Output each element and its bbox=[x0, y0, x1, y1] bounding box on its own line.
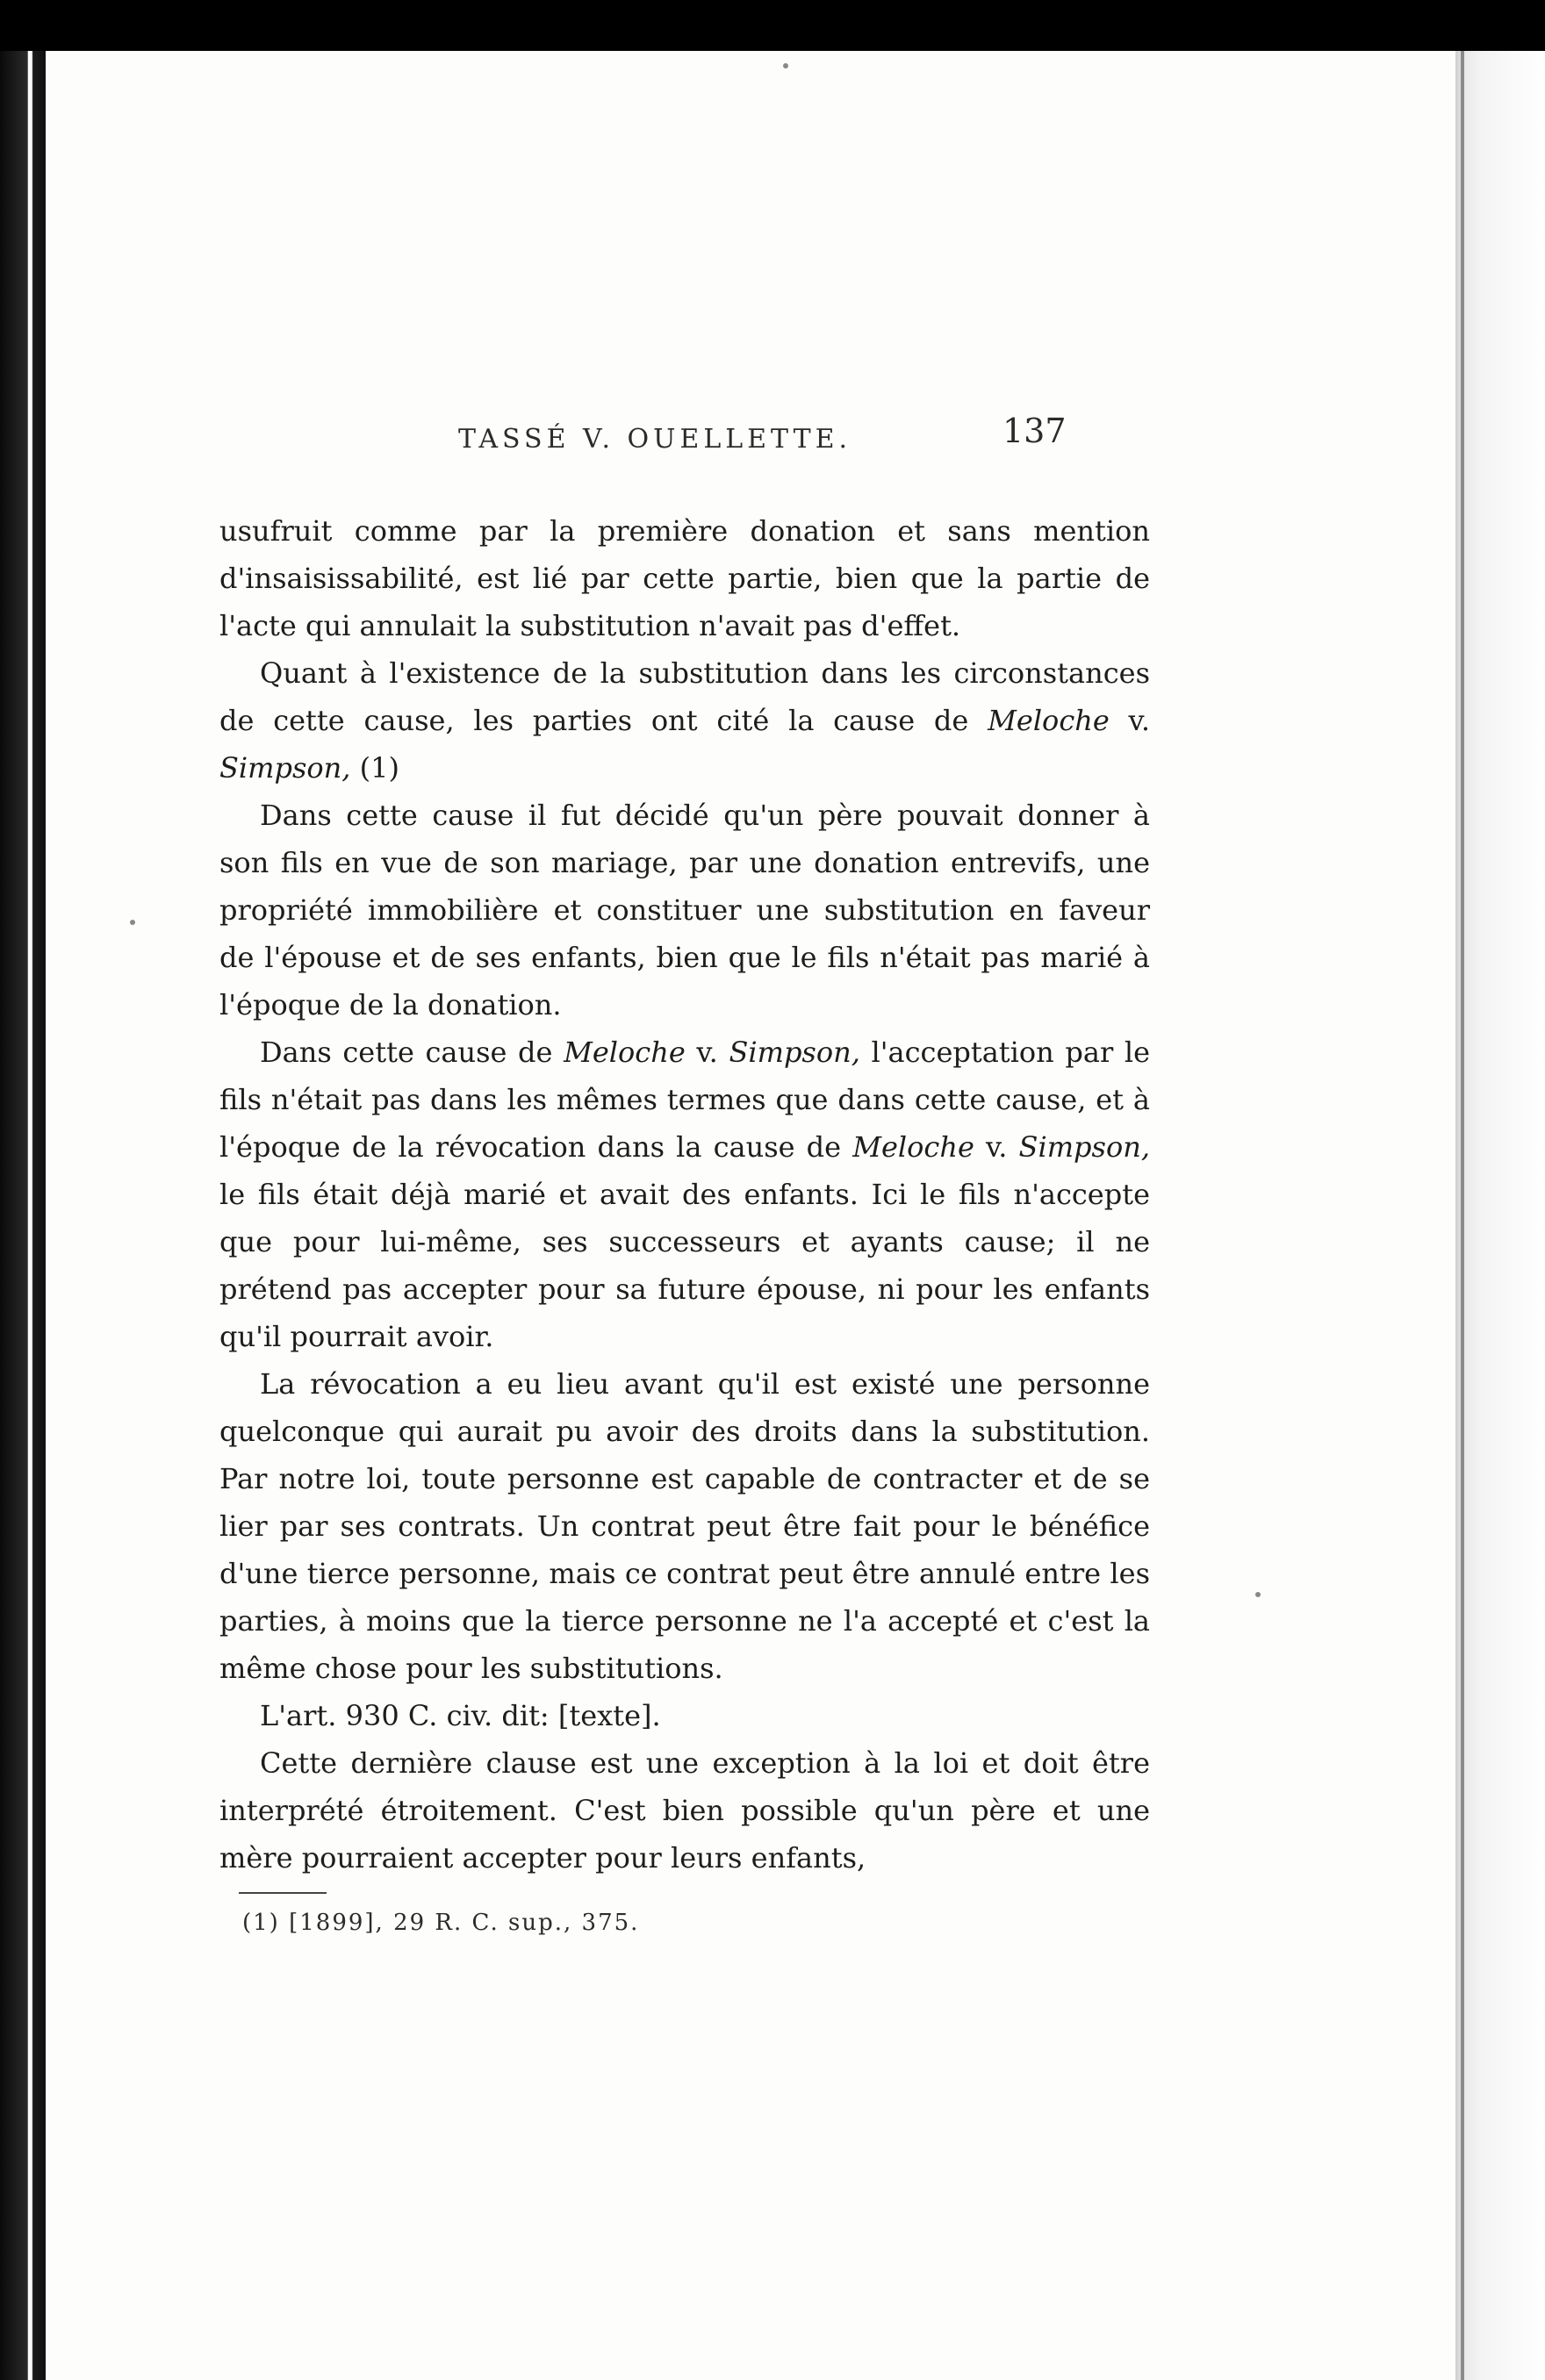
book-spine-edge bbox=[0, 51, 46, 2380]
document-page bbox=[46, 51, 1455, 2380]
italic-case-name: Simpson, bbox=[729, 1036, 860, 1069]
page-edge bbox=[1455, 51, 1545, 2380]
paragraph bbox=[219, 649, 1150, 792]
text-segment: usufruit comme par la première donation et sans mention d'insaisissabilité, est lié par cette partie, bien que la partie de l'acte qui annulait la substitution n'avait pas d'effet. bbox=[219, 514, 1150, 642]
text-segment: v. bbox=[685, 1036, 729, 1069]
italic-case-name: Simpson, bbox=[1018, 1130, 1150, 1164]
running-title: TASSÉ V. OUELLETTE. bbox=[458, 424, 852, 455]
footnote-separator bbox=[239, 1892, 327, 1894]
text-segment: v. bbox=[1109, 704, 1151, 737]
text-segment: Dans cette cause de bbox=[260, 1036, 564, 1069]
paragraph bbox=[219, 1739, 1150, 1882]
text-segment: L'art. 930 C. civ. dit: [texte]. bbox=[260, 1699, 661, 1732]
text-segment: v. bbox=[974, 1130, 1019, 1164]
page-number: 137 bbox=[1002, 412, 1067, 450]
paragraph bbox=[219, 1692, 1150, 1739]
italic-case-name: Meloche bbox=[988, 704, 1110, 737]
body-text bbox=[219, 507, 1150, 1882]
paragraph bbox=[219, 792, 1150, 1029]
speck bbox=[130, 920, 135, 925]
paragraph bbox=[219, 1360, 1150, 1692]
text-segment: le fils était déjà marié et avait des enfants. Ici le fils n'accepte que pour lui-même, ses successeurs et ayants cause; il ne prétend pas accepter pour sa future épouse, ni pour les enfants qu'il pourrait avoir. bbox=[219, 1178, 1150, 1353]
page-edge-line bbox=[1461, 51, 1464, 2380]
page-header bbox=[46, 412, 1455, 477]
text-segment: Cette dernière clause est une exception à la loi et doit être interprété étroitement. C'est bien possible qu'un père et une mère pourraient accepter pour leurs enfants, bbox=[219, 1746, 1150, 1875]
speck bbox=[783, 63, 788, 68]
paragraph bbox=[219, 1029, 1150, 1360]
text-segment: La révocation a eu lieu avant qu'il est existé une personne quelconque qui aurait pu avoir des droits dans la substitution. Par notre loi, toute personne est capable de contracter et de se lier par ses contrats. Un contrat peut être fait pour le bénéfice d'une tierce personne, mais ce contrat peut être annulé entre les parties, à moins que la tierce personne ne l'a accepté et c'est la même chose pour les substitutions. bbox=[219, 1367, 1150, 1685]
text-segment: Quant à l'existence de la substitution dans les circonstances de cette cause, les parties ont cité la cause de bbox=[219, 656, 1150, 737]
footnote: (1) [1899], 29 R. C. sup., 375. bbox=[242, 1910, 640, 1936]
text-segment: (1) bbox=[350, 751, 399, 785]
text-segment: l'acceptation par le fils n'était pas dans les mêmes termes que dans cette cause, et à l'époque de la révocation dans la cause de bbox=[219, 1036, 1151, 1164]
paragraph bbox=[219, 507, 1150, 649]
text-segment: Dans cette cause il fut décidé qu'un père pouvait donner à son fils en vue de son mariage, par une donation entrevifs, une propriété immobilière et constituer une substitution en faveur de l'épouse et de ses enfants, bien que le fils n'était pas marié à l'époque de la donation. bbox=[219, 799, 1150, 1022]
italic-case-name: Meloche bbox=[852, 1130, 974, 1164]
speck bbox=[1255, 1592, 1261, 1597]
italic-case-name: Simpson, bbox=[219, 751, 351, 785]
italic-case-name: Meloche bbox=[564, 1036, 686, 1069]
